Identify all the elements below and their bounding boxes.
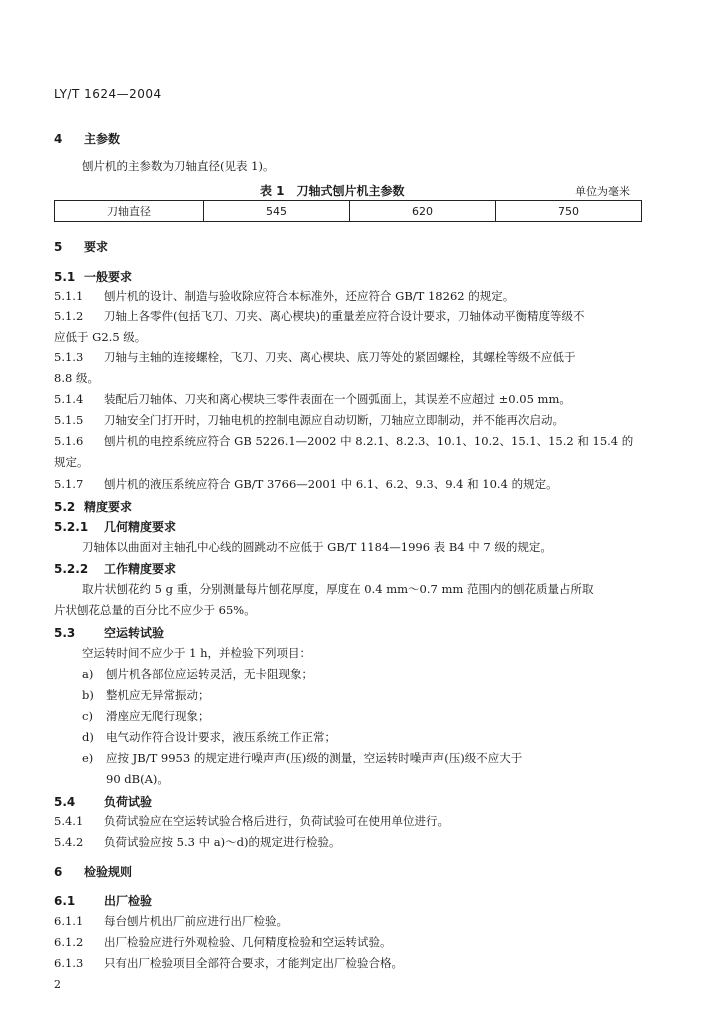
section-6-heading: 6 检验规则 bbox=[54, 865, 133, 879]
section-5-3-heading: 5.3 空运转试验 bbox=[54, 626, 165, 640]
parameter-table bbox=[54, 200, 642, 222]
standard-code-header: LY/T 1624—2004 bbox=[54, 87, 162, 101]
clause-5-4-2: 5.4.2 负荷试验应按 5.3 中 a)～d)的规定进行检验。 bbox=[54, 835, 341, 849]
table-1-unit: 单位为毫米 bbox=[575, 185, 630, 198]
section-5-4-heading: 5.4 负荷试验 bbox=[54, 795, 153, 809]
clause-5-1-2-cont: 应低于 G2.5 级。 bbox=[54, 330, 147, 344]
section-5-2-heading: 5.2 精度要求 bbox=[54, 500, 133, 514]
table-cell-value: 545 bbox=[203, 201, 349, 222]
section-6-1-heading: 6.1 出厂检验 bbox=[54, 894, 153, 908]
clause-5-1-3-cont: 8.8 级。 bbox=[54, 371, 99, 385]
clause-5-1-7: 5.1.7 刨片机的液压系统应符合 GB/T 3766—2001 中 6.1、6.2、9.3、9.4 和 10.4 的规定。 bbox=[54, 477, 558, 491]
table-cell-value: 620 bbox=[349, 201, 495, 222]
clause-5-2-1-text: 刀轴体以曲面对主轴孔中心线的圆跳动不应低于 GB/T 1184—1996 表 B4 中 7 级的规定。 bbox=[82, 540, 552, 554]
list-item-cont: 90 dB(A)。 bbox=[106, 772, 169, 786]
list-item: d) 电气动作符合设计要求，液压系统工作正常； bbox=[82, 730, 336, 744]
section-5-2-2-heading: 5.2.2 工作精度要求 bbox=[54, 562, 177, 576]
clause-5-4-1: 5.4.1 负荷试验应在空运转试验合格后进行，负荷试验可在使用单位进行。 bbox=[54, 814, 449, 828]
section-5-heading: 5 要求 bbox=[54, 240, 109, 254]
table-cell-value: 750 bbox=[495, 201, 641, 222]
section-4-heading: 4 主参数 bbox=[54, 132, 121, 146]
clause-5-2-2-cont: 片状刨花总量的百分比不应少于 65%。 bbox=[54, 603, 256, 617]
section-5-2-1-heading: 5.2.1 几何精度要求 bbox=[54, 520, 177, 534]
section-5-1-heading: 5.1 一般要求 bbox=[54, 270, 133, 284]
list-item: e) 应按 JB/T 9953 的规定进行噪声声(压)级的测量，空运转时噪声声(压)级不应大于 bbox=[82, 751, 523, 765]
list-item: c) 滑座应无爬行现象； bbox=[82, 709, 210, 723]
clause-5-1-1: 5.1.1 刨片机的设计、制造与验收除应符合本标准外，还应符合 GB/T 18262 的规定。 bbox=[54, 289, 515, 303]
clause-5-1-2: 5.1.2 刀轴上各零件(包括飞刀、刀夹、离心楔块)的重量差应符合设计要求，刀轴体动平衡精度等级不 bbox=[54, 309, 585, 323]
clause-5-1-3: 5.1.3 刀轴与主轴的连接螺栓，飞刀、刀夹、离心楔块、底刀等处的紧固螺栓，其螺栓等级不应低于 bbox=[54, 350, 576, 364]
table-cell-label: 刀轴直径 bbox=[55, 201, 204, 222]
clause-5-3-intro: 空运转时间不应少于 1 h，并检验下列项目： bbox=[82, 646, 312, 660]
clause-5-1-6-cont: 规定。 bbox=[54, 455, 89, 469]
table-1-caption: 表 1 刀轴式刨片机主参数 bbox=[260, 184, 405, 198]
section-4-text: 刨片机的主参数为刀轴直径(见表 1)。 bbox=[82, 159, 275, 173]
table-row bbox=[55, 201, 642, 222]
page-number: 2 bbox=[54, 978, 61, 991]
clause-5-1-4: 5.1.4 装配后刀轴体、刀夹和离心楔块三零件表面在一个圆弧面上，其误差不应超过 ±0.05 mm。 bbox=[54, 392, 571, 406]
clause-5-1-6: 5.1.6 刨片机的电控系统应符合 GB 5226.1—2002 中 8.2.1、8.2.3、10.1、10.2、15.1、15.2 和 15.4 的 bbox=[54, 434, 634, 448]
list-item: b) 整机应无异常振动； bbox=[82, 688, 210, 702]
clause-5-1-5: 5.1.5 刀轴安全门打开时，刀轴电机的控制电源应自动切断，刀轴应立即制动，并不能再次启动。 bbox=[54, 413, 564, 427]
clause-6-1-1: 6.1.1 每台刨片机出厂前应进行出厂检验。 bbox=[54, 914, 288, 928]
clause-6-1-3: 6.1.3 只有出厂检验项目全部符合要求，才能判定出厂检验合格。 bbox=[54, 956, 403, 970]
list-item: a) 刨片机各部位应运转灵活，无卡阻现象； bbox=[82, 667, 313, 681]
clause-5-2-2-text: 取片状刨花约 5 g 重，分别测量每片刨花厚度，厚度在 0.4 mm～0.7 mm 范围内的刨花质量占所取 bbox=[82, 582, 594, 596]
clause-6-1-2: 6.1.2 出厂检验应进行外观检验、几何精度检验和空运转试验。 bbox=[54, 935, 392, 949]
